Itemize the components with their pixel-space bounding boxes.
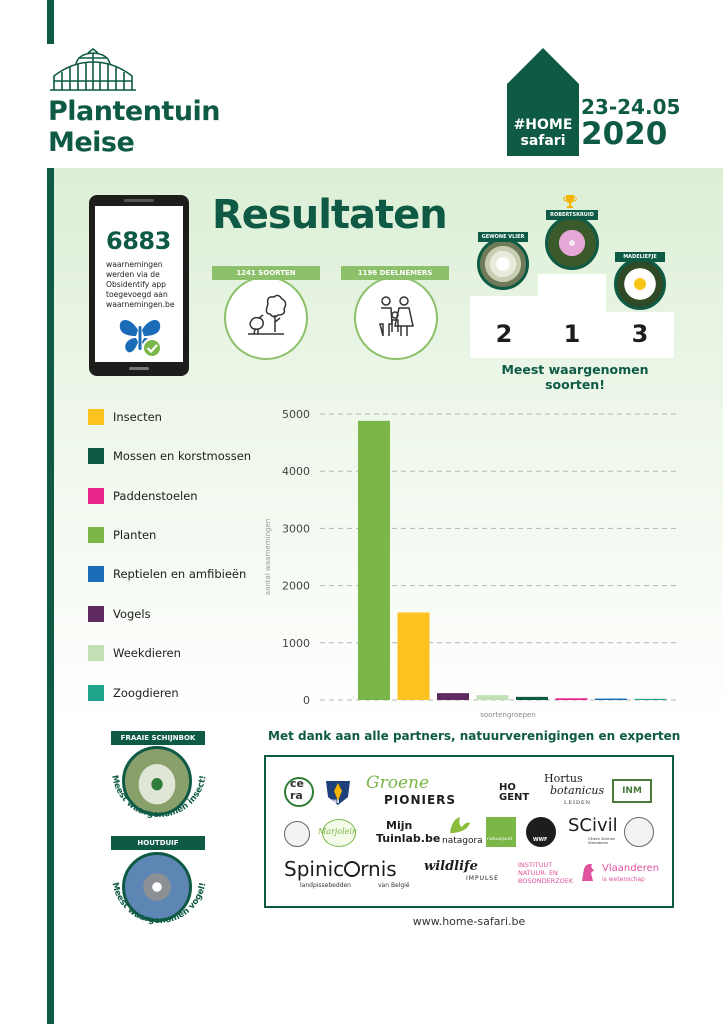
society-seal-logo — [284, 821, 310, 847]
website-url: www.home-safari.be — [412, 915, 526, 928]
inbo-logo-text-2: NATUUR- EN — [518, 869, 558, 877]
hogent-logo-text-1: HO — [499, 782, 516, 793]
participants-count-pill: 1196 DEELNEMERS — [341, 266, 449, 280]
natagora-leaf-icon — [448, 815, 472, 835]
mijn-tuinlab-text-2: Tuinlab.be — [376, 832, 441, 845]
bar-weekdieren — [477, 695, 509, 700]
bird-award-arc — [104, 848, 214, 930]
bar-mossen-en-korstmossen — [516, 697, 548, 700]
observations-count: 6883 — [106, 227, 171, 255]
x-axis-label: soortengroepen — [480, 711, 536, 719]
svg-text:Meest waargenomen vogel! — [109, 881, 208, 926]
spinicornis-sub-2: van België — [378, 882, 410, 889]
home-safari-tag — [507, 117, 579, 149]
legend-swatch — [88, 566, 104, 582]
daisy-photo — [614, 258, 666, 310]
elderflower-photo — [477, 238, 529, 290]
flemish-lion-icon — [580, 861, 596, 883]
bird-award-text: Meest waargenomen vogel! — [109, 881, 209, 927]
scivil-logo: SCivil — [568, 815, 618, 836]
left-accent-bar-top — [47, 0, 54, 44]
event-year: 2020 — [581, 116, 668, 152]
legend-swatch — [88, 527, 104, 543]
pioniers-logo-text: PIONIERS — [384, 793, 457, 807]
butterfly-check-icon — [116, 316, 164, 358]
y-tick-label: 2000 — [282, 579, 310, 593]
marjolein-logo-text: Marjolein — [318, 827, 358, 836]
wwf-logo-text: WWF — [533, 837, 548, 843]
cnb-logo-text: CNB — [330, 799, 340, 804]
y-tick-label: 1000 — [282, 636, 310, 650]
podium-name-1: ROBERTSKRUID — [546, 210, 598, 220]
trophy-icon — [563, 194, 577, 208]
legend-swatch — [88, 488, 104, 504]
mijn-tuinlab-text-1: Mijn — [386, 819, 413, 832]
groene-pioniers-logo: Groene — [366, 773, 430, 793]
insect-award-arc — [104, 742, 214, 824]
species-stat-circle — [224, 276, 308, 360]
podium-name-3: MADELIEFJE — [615, 252, 665, 262]
bar-insecten — [398, 612, 430, 700]
cera-logo-text — [290, 778, 304, 802]
legend-swatch — [88, 409, 104, 425]
event-dates — [581, 96, 680, 150]
svg-text:Meest waargenomen insect! — [109, 774, 208, 820]
page-title: Resultaten — [212, 192, 447, 238]
brand-title — [48, 96, 220, 158]
podium-name-2: GEWONE VLIER — [478, 232, 528, 242]
natagora-logo-text: natagora — [442, 836, 483, 846]
hogent-logo-text-2: GENT — [499, 792, 530, 803]
insect-award-tag: FRAAIE SCHIJNBOK — [111, 731, 205, 745]
spinicornis-sub-1: landpissebedden — [300, 882, 351, 889]
hortus-botanicus-logo — [544, 773, 604, 809]
legend-swatch — [88, 448, 104, 464]
observations-bar-chart — [262, 400, 682, 725]
bird-award-tag: HOUTDUIF — [111, 836, 205, 850]
bar-vogels — [437, 693, 469, 700]
observations-text: waarnemingen werden via de Obsidentify app toegevoegd aan waarnemingen.be — [106, 260, 175, 309]
spinicornis-logo — [284, 857, 397, 881]
hortus-logo-text-2: botanicus — [550, 784, 605, 797]
scivil-logo-sub: Citizen Science Vlaanderen — [588, 837, 615, 845]
hogent-logo — [499, 783, 529, 803]
legend-label: Planten — [113, 528, 157, 542]
legend-swatch — [88, 645, 104, 661]
brand-line-1: Plantentuin — [48, 96, 221, 127]
mijn-tuinlab-logo — [376, 819, 440, 845]
insect-award-text: Meest waargenomen insect! — [109, 774, 209, 821]
y-tick-label: 4000 — [282, 465, 310, 479]
cera-logo-text-2: ra — [290, 789, 303, 802]
cera-logo-text-1: ce — [290, 777, 304, 790]
bar-planten — [358, 421, 390, 700]
podium-rank-2: 2 — [495, 320, 513, 348]
y-tick-label: 3000 — [282, 522, 310, 536]
inbo-logo — [518, 861, 573, 885]
podium-rank-3: 3 — [631, 320, 649, 348]
legend-label: Insecten — [113, 410, 162, 424]
left-accent-bar — [47, 168, 54, 1024]
natuurpunt-logo — [486, 817, 516, 847]
legend-swatch — [88, 685, 104, 701]
inm-logo: INM — [612, 779, 652, 803]
podium-caption: Meest waargenomen soorten! — [501, 362, 649, 392]
y-tick-label: 0 — [303, 694, 310, 707]
legend-label: Zoogdieren — [113, 686, 179, 700]
phone-home-button — [129, 367, 149, 370]
partners-heading: Met dank aan alle partners, natuurverenigingen en experten — [268, 729, 681, 743]
vlaanderen-logo-sub: is wetenschap — [602, 876, 645, 883]
home-safari-line-2: safari — [520, 133, 566, 149]
bird-tree-icon — [244, 294, 288, 338]
university-seal-logo — [624, 817, 654, 847]
date-range: 23-24.05 — [581, 95, 681, 119]
herb-robert-photo — [545, 216, 599, 270]
species-count-pill: 1241 SOORTEN — [212, 266, 320, 280]
wildlife-impulse-logo: wildlife — [424, 859, 478, 874]
spinicornis-o-icon — [344, 861, 360, 877]
legend-label: Vogels — [113, 607, 151, 621]
hortus-logo-text-3: LEIDEN — [564, 800, 591, 806]
home-safari-line-1: #HOME — [513, 117, 573, 133]
legend-label: Reptielen en amfibieën — [113, 567, 247, 581]
hortus-logo-text-1: Hortus — [544, 772, 583, 785]
partners-logo-box — [264, 755, 674, 908]
legend-label: Paddenstoelen — [113, 489, 198, 503]
legend-label: Weekdieren — [113, 646, 181, 660]
impulse-logo-text: IMPULSE — [466, 875, 499, 882]
phone-speaker — [124, 199, 154, 202]
bar-zoogdieren — [635, 699, 667, 700]
glasshouse-logo-icon — [48, 48, 138, 92]
y-tick-label: 5000 — [282, 408, 310, 421]
y-axis-label: aantal waarnemingen — [264, 518, 272, 596]
inbo-logo-text-1: INSTITUUT — [518, 861, 553, 869]
spinicornis-text-2: rnis — [360, 857, 397, 881]
bar-paddenstoelen — [556, 698, 588, 700]
natuurpunt-logo-text: natuurpunt — [487, 837, 513, 842]
inbo-logo-text-3: BOSONDERZOEK — [518, 877, 574, 885]
brand-line-2: Meise — [48, 127, 135, 158]
vlaanderen-logo: Vlaanderen — [602, 863, 660, 874]
bar-reptielen-en-amfibie-n — [595, 699, 627, 700]
participants-stat-circle — [354, 276, 438, 360]
spinicornis-text-1: Spinic — [284, 857, 345, 881]
legend-label: Mossen en korstmossen — [113, 449, 252, 463]
legend-swatch — [88, 606, 104, 622]
podium-rank-1: 1 — [563, 320, 581, 348]
family-icon — [374, 294, 418, 338]
